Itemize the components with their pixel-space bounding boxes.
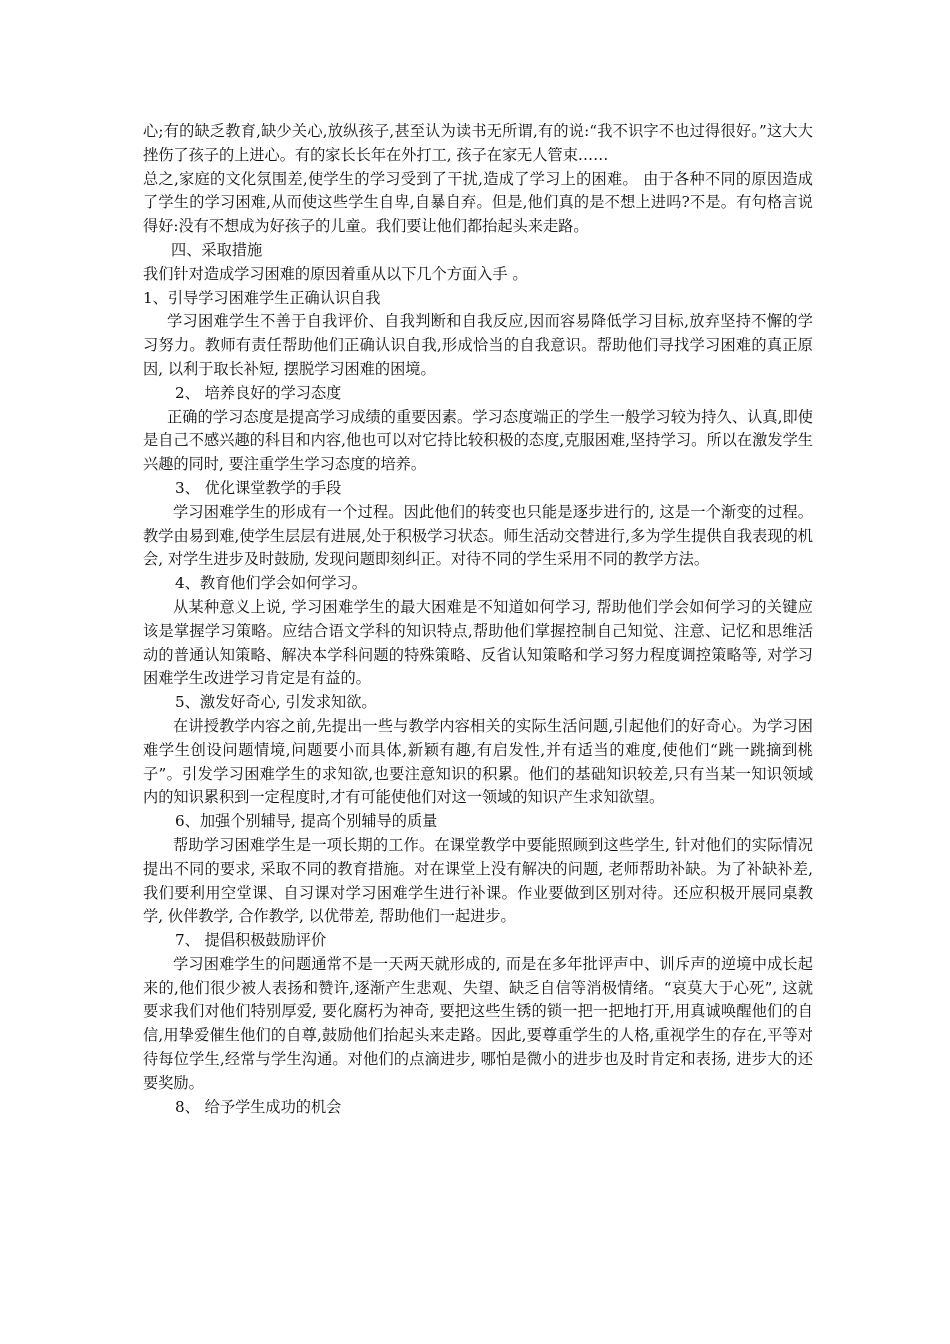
paragraph-2: 正确的学习态度是提高学习成绩的重要因素。学习态度端正的学生一般学习较为持久、认真,即使是自己不感兴趣的科目和内容,他也可以对它持比较积极的态度,克服困难,坚持学习。所以在激发学生兴趣的同时, 要注重学生学习态度的培养。 [143,407,813,474]
paragraph-family-influence: 心;有的缺乏教育,缺少关心,放纵孩子,甚至认为读书无所谓,有的说:“我不识字不也过得很好。”这大大挫伤了孩子的上进心。有的家长长年在外打工, 孩子在家无人管束…… [143,122,813,164]
paragraph-6: 帮助学习困难学生是一项长期的工作。在课堂教学中要能照顾到这些学生, 针对他们的实际情况提出不同的要求, 采取不同的教育措施。对在课堂上没有解决的问题, 老师帮助补缺。为了补缺补差,我们要利用空堂课、自习课对学习困难学生进行补课。作业要做到区别对待。还应积极开展同桌教学, 伙伴教学, 合作教学, 以优带差, 帮助他们一起进步。 [143,835,813,926]
heading-3: 3、 优化课堂教学的手段 [175,478,342,497]
paragraph-3: 学习困难学生的形成有一个过程。因此他们的转变也只能是逐步进行的, 这是一个渐变的过程。教学由易到难,使学生层层有进展,处于积极学习状态。师生活动交替进行,多为学生提供自我表现的机会, 对学生进步及时鼓励, 发现问题即刻纠正。对待不同的学生采用不同的教学方法。 [143,502,813,569]
paragraph-1: 学习困难学生不善于自我评价、自我判断和自我反应,因而容易降低学习目标,放弃坚持不懈的学习努力。教师有责任帮助他们正确认识自我,形成恰当的自我意识。帮助他们寻找学习困难的真正原因, 以利于取长补短, 摆脱学习困难的困境。 [143,312,813,378]
heading-2: 2、 培养良好的学习态度 [175,383,342,402]
paragraph-measures-intro: 我们针对造成学习困难的原因着重从以下几个方面入手 。 [143,264,528,283]
heading-4: 4、教育他们学会如何学习。 [175,574,367,593]
section-heading-measures: 四、采取措施 [171,240,263,259]
heading-5: 5、激发好奇心, 引发求知欲。 [175,693,377,712]
paragraph-7: 学习困难学生的问题通常不是一天两天就形成的, 而是在多年批评声中、训斥声的逆境中成长起来的,他们很少被人表扬和赞许,逐渐产生悲观、失望、缺乏自信等消极情绪。“哀莫大于心死”, 这就要求我们对他们特别厚爱, 要化腐朽为神奇, 要把这些生锈的锁一把一把地打开,用真诚唤醒他们的自信,用挚爱催生他们的自尊,鼓励他们抬起头来走路。因此,要尊重学生的人格,重视学生的存在,平等对待每位学生,经常与学生沟通。对他们的点滴进步, 哪怕是微小的进步也及时肯定和表扬, 进步大的还要奖励。 [143,954,813,1092]
heading-1: 1、引导学习困难学生正确认识自我 [143,288,381,307]
heading-6: 6、加强个别辅导, 提高个别辅导的质量 [175,812,438,831]
paragraph-4: 从某种意义上说, 学习困难学生的最大困难是不知道如何学习, 帮助他们学会如何学习的关键应该是掌握学习策略。应结合语文学科的知识特点,帮助他们掌握控制自己知觉、注意、记忆和思维活动的普通认知策略、解决本学科问题的特殊策略、反省认知策略和学习努力程度调控策略等, 对学习困难学生改进学习肯定是有益的。 [143,597,813,688]
heading-7: 7、 提倡积极鼓励评价 [175,931,327,950]
document-page [143,120,813,1119]
paragraph-5: 在讲授教学内容之前,先提出一些与教学内容相关的实际生活问题,引起他们的好奇心。为学习困难学生创设问题情境,问题要小而具体,新颖有趣,有启发性,并有适当的难度,使他们“跳一跳摘到桃子”。引发学习困难学生的求知欲,也要注意知识的积累。他们的基础知识较差,只有当某一知识领域内的知识累积到一定程度时,才有可能使他们对这一领域的知识产生求知欲望。 [143,716,813,807]
paragraph-summary: 总之,家庭的文化氛围差,使学生的学习受到了干扰,造成了学习上的困难。 由于各种不同的原因造成了学生的学习困难,从而使这些学生自卑,自暴自弃。但是,他们真的是不想上进吗?不是。有句格言说得好:没有不想成为好孩子的儿童。我们要让他们都抬起头来走路。 [143,169,813,236]
heading-8: 8、 给予学生成功的机会 [175,1097,342,1116]
